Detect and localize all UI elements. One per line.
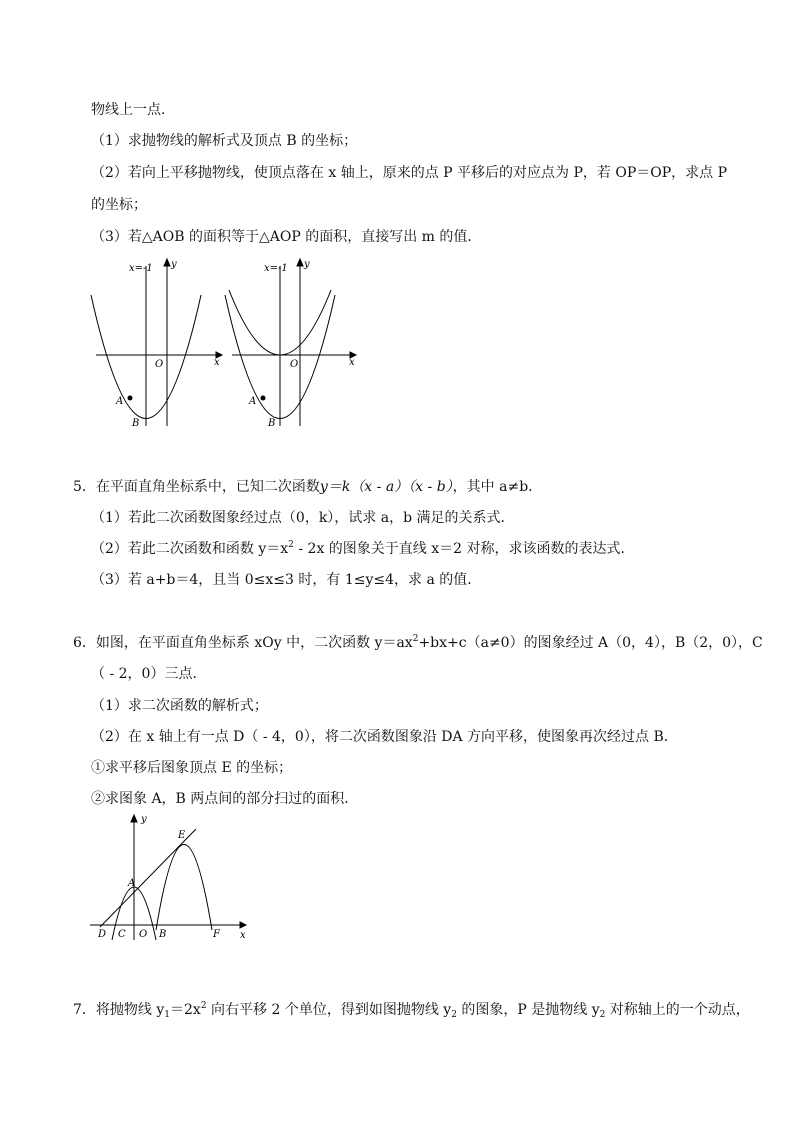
q7-text-5: 对称轴上的一个动点， bbox=[605, 1002, 750, 1018]
q7-text-1: 7．将抛物线 y bbox=[73, 1002, 165, 1018]
q5-stem bbox=[73, 478, 542, 496]
q4-part1: （1）求抛物线的解析式及顶点 B 的坐标； bbox=[91, 133, 358, 149]
q4-right-label-y: y bbox=[304, 259, 310, 270]
q6-label-e: E bbox=[178, 830, 186, 841]
q6-x-arrow bbox=[240, 922, 246, 928]
q4-right-y-arrow bbox=[297, 259, 303, 266]
q4-left-label-y: y bbox=[171, 259, 177, 270]
q6-stem-line2: （ - 2，0）三点． bbox=[91, 666, 207, 682]
q4-continuation: 物线上一点． bbox=[91, 102, 175, 118]
q6-stem-exponent: 2 bbox=[412, 634, 419, 644]
q5-part2-text: （2）若此二次函数和函数 y＝x bbox=[91, 541, 289, 557]
q7-exponent: 2 bbox=[200, 1001, 207, 1011]
q6-label-x: x bbox=[240, 930, 246, 941]
q6-label-y: y bbox=[141, 814, 147, 825]
q7-text-2: ＝2x bbox=[170, 1002, 201, 1018]
q6-subpart1: ①求平移后图象顶点 E 的坐标； bbox=[91, 760, 293, 776]
q6-stem-text: 6．如图，在平面直角坐标系 xOy 中，二次函数 y＝ax bbox=[73, 635, 413, 651]
q4-parabola-figure bbox=[84, 252, 374, 436]
q4-left-label-o: O bbox=[155, 359, 164, 370]
q6-label-o: O bbox=[139, 929, 148, 940]
q5-function: y＝k（x - a）（x - b） bbox=[319, 479, 453, 495]
q7-text-4: 的图象，P 是抛物线 y bbox=[456, 1002, 600, 1018]
q4-left-label-axis-line: x=-1 bbox=[129, 263, 153, 274]
q4-part3: （3）若△AOB 的面积等于△AOP 的面积，直接写出 m 的值． bbox=[91, 229, 482, 245]
q4-left-label-x: x bbox=[214, 357, 220, 368]
q4-left-point-a bbox=[128, 396, 133, 401]
q7-subscript-2: 2 bbox=[451, 1010, 457, 1020]
q7-subscript-3: 2 bbox=[599, 1010, 606, 1020]
q6-stem-line1 bbox=[73, 634, 763, 652]
q4-right-label-axis-line: x=-1 bbox=[264, 263, 288, 274]
q4-part2-line1: （2）若向上平移抛物线，使顶点落在 x 轴上，原来的点 P 平移后的对应点为 P，若 OP＝OP，求点 P bbox=[91, 165, 728, 181]
q5-stem-end: ，其中 a≠b． bbox=[452, 479, 543, 495]
q4-left-label-b: B bbox=[132, 418, 140, 429]
q4-right-point-a bbox=[261, 396, 266, 401]
q6-stem-end: +bx+c（a≠0）的图象经过 A（0，4），B（2，0），C bbox=[418, 635, 763, 651]
q6-part2: （2）在 x 轴上有一点 D（ - 4，0），将二次函数图象沿 DA 方向平移，使图象再次经过点 B． bbox=[91, 729, 678, 745]
q6-line-da bbox=[100, 829, 196, 927]
q6-subpart2: ②求图象 A，B 两点间的部分扫过的面积． bbox=[91, 791, 359, 807]
q6-translated-parabola bbox=[156, 845, 212, 931]
q6-part1: （1）求二次函数的解析式； bbox=[91, 698, 268, 714]
q7-text-3: 向右平移 2 个单位，得到如图抛物线 y bbox=[206, 1002, 452, 1018]
q5-part2-exponent: 2 bbox=[288, 540, 294, 550]
q4-left-y-arrow bbox=[164, 259, 170, 266]
q5-part1: （1）若此二次函数图象经过点（0，k），试求 a，b 满足的关系式． bbox=[91, 510, 515, 526]
q5-part3: （3）若 a+b＝4，且当 0≤x≤3 时，有 1≤y≤4，求 a 的值． bbox=[91, 572, 482, 588]
q6-label-d: D bbox=[98, 929, 107, 940]
q6-y-arrow bbox=[131, 815, 137, 822]
q4-left-label-a: A bbox=[116, 396, 124, 407]
q6-label-c: C bbox=[118, 929, 126, 940]
q6-label-b: B bbox=[159, 929, 167, 940]
q4-right-label-b: B bbox=[268, 418, 276, 429]
q5-stem-text: 5．在平面直角坐标系中，已知二次函数 bbox=[73, 479, 320, 495]
q6-translation-figure bbox=[86, 812, 256, 952]
q5-part2 bbox=[91, 540, 635, 558]
q6-label-a: A bbox=[128, 878, 136, 889]
q4-part2-line2: 的坐标； bbox=[91, 197, 147, 213]
q4-right-label-o: O bbox=[290, 359, 299, 370]
q7-subscript-1: 1 bbox=[164, 1010, 171, 1020]
q4-right-label-x: x bbox=[349, 357, 355, 368]
q7-stem bbox=[73, 1001, 750, 1019]
q4-right-label-a: A bbox=[249, 396, 257, 407]
q5-part2-end: - 2x 的图象关于直线 x＝2 对称，求该函数的表达式． bbox=[293, 541, 635, 557]
q6-label-f: F bbox=[213, 929, 220, 940]
